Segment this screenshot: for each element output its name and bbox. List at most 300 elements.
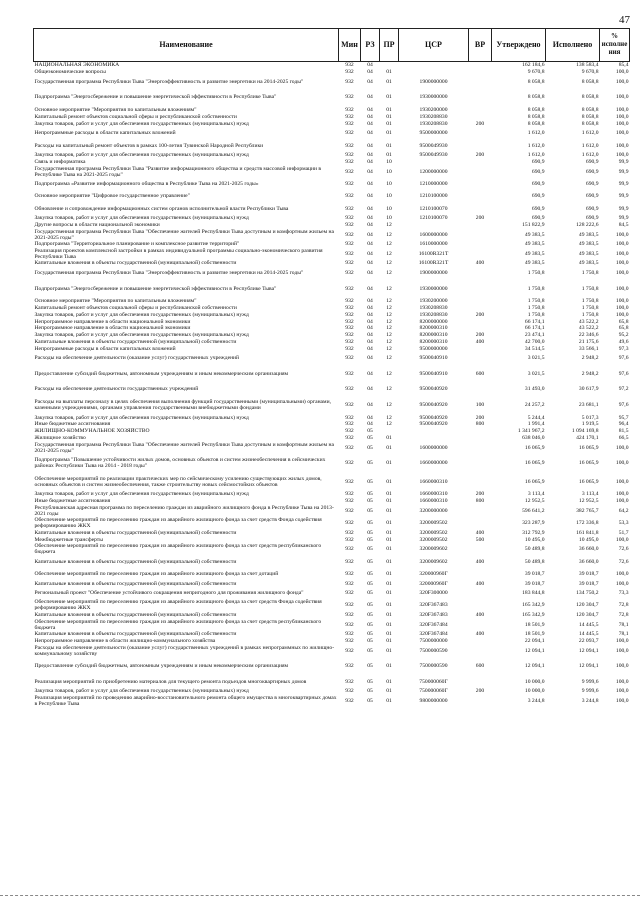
table-row (34, 555, 630, 567)
cell-approved: 1 750,8 (527, 285, 545, 292)
cell-approved: 3 244,8 (527, 697, 545, 704)
cell-csr: 1200000000 (419, 168, 448, 175)
cell-executed: 1 750,8 (581, 305, 599, 312)
cell-executed: 9 999,6 (581, 688, 599, 695)
cell-min: 932 (345, 638, 354, 645)
cell-vr (469, 383, 492, 395)
cell-csr: 1900000000 (419, 270, 448, 277)
cell-vr (469, 352, 492, 364)
cell-vr: 200 (475, 311, 485, 318)
cell-vr: 400 (475, 558, 485, 565)
cell-csr: 9500040920 (419, 386, 448, 393)
table-row (34, 383, 630, 395)
cell-executed: 8 058,8 (581, 106, 599, 113)
table-row (34, 599, 630, 611)
cell-csr: 1210100070 (419, 205, 448, 212)
cell-rz: 04 (367, 205, 373, 212)
cell-min: 932 (345, 612, 354, 619)
cell-csr: 1210100000 (419, 193, 448, 200)
cell-approved: 5 244,4 (527, 414, 545, 421)
cell-percent: 72,8 (618, 612, 629, 619)
cell-vr (469, 107, 492, 114)
cell-name: Подпрограмма "Повышение устойчивости жилых домов, основных объектов и систем жизнеобеспечения в сейсмических районах Республики Тыва на 2014 - 2018 годы" (34, 457, 326, 470)
cell-approved: 50 489,8 (524, 558, 545, 565)
cell-csr: 1900000000 (419, 78, 448, 85)
cell-executed: 49 383,5 (578, 250, 599, 257)
cell-min: 932 (345, 355, 354, 362)
cell-vr (469, 638, 492, 645)
table-row (34, 612, 630, 619)
header-min: Мин (339, 29, 361, 62)
cell-csr: 320F367484 (419, 621, 448, 628)
cell-executed: 120 304,7 (576, 602, 599, 609)
cell-csr: 3200009502 (419, 520, 448, 527)
cell-csr: 9500040910 (419, 355, 448, 362)
cell-csr: 9800000000 (419, 697, 448, 704)
table-row (34, 491, 630, 498)
cell-pr: 12 (386, 318, 392, 325)
cell-approved: 8 058,8 (527, 120, 545, 127)
table-row (34, 472, 630, 491)
cell-name: Предоставление субсидий бюджетным, автономным учреждениям и иным некоммерческим организациям (34, 663, 289, 670)
cell-vr (469, 435, 492, 442)
cell-pr: 01 (386, 558, 392, 565)
cell-percent: 100,0 (615, 444, 629, 451)
cell-pr: 12 (386, 339, 392, 346)
cell-percent: 97,6 (618, 355, 629, 362)
cell-vr (469, 267, 492, 279)
cell-name: Иные бюджетные ассигнования (34, 498, 111, 505)
cell-approved: 3 021,5 (527, 370, 545, 377)
cell-percent: 95,7 (618, 414, 629, 421)
cell-name: Закупка товаров, работ и услуг для обеспечения государственных (муниципальных) нужд (34, 491, 249, 498)
cell-csr: 1610000000 (419, 241, 448, 248)
cell-percent: 99,9 (618, 193, 629, 200)
cell-name: Капитальные вложения в объекты государственной (муниципальной) собственности (34, 612, 237, 619)
cell-rz: 04 (367, 130, 373, 137)
header-csr: ЦСР (399, 29, 469, 62)
cell-min: 932 (345, 285, 354, 292)
cell-name: Обеспечение мероприятий по переселению граждан из аварийного жилищного фонда за счет дотаций (34, 570, 279, 577)
cell-min: 932 (345, 120, 354, 127)
cell-executed: 49 383,5 (578, 260, 599, 267)
cell-executed: 16 065,9 (578, 460, 599, 467)
cell-rz: 05 (367, 590, 373, 597)
cell-vr: 400 (475, 260, 485, 267)
budget-table (33, 28, 630, 707)
cell-pr: 01 (386, 546, 392, 553)
cell-executed: 49 383,5 (578, 241, 599, 248)
cell-name: Закупка товаров, работ и услуг для обеспечения государственных (муниципальных) нужд (34, 311, 249, 318)
cell-csr: 1600000000 (419, 444, 448, 451)
cell-percent: 96,4 (618, 421, 629, 428)
cell-percent: 72,8 (618, 602, 629, 609)
cell-pr: 01 (386, 602, 392, 609)
cell-min: 932 (345, 546, 354, 553)
cell-min: 932 (345, 205, 354, 212)
cell-executed: 172 336,8 (576, 520, 599, 527)
cell-percent: 100,0 (615, 536, 629, 543)
cell-name: Иные бюджетные ассигнования (34, 421, 111, 428)
cell-percent: 100,0 (615, 270, 629, 277)
table-row (34, 311, 630, 318)
table-row (34, 396, 630, 415)
cell-rz: 04 (367, 250, 373, 257)
page-number: 47 (619, 14, 630, 26)
cell-percent: 100,0 (615, 113, 629, 120)
cell-executed: 33 566,1 (578, 345, 599, 352)
cell-pr: 01 (386, 94, 392, 101)
cell-vr (469, 543, 492, 555)
cell-min: 932 (345, 298, 354, 305)
cell-rz: 04 (367, 401, 373, 408)
cell-pr: 12 (386, 345, 392, 352)
cell-vr: 400 (475, 529, 485, 536)
cell-executed: 8 058,8 (581, 113, 599, 120)
cell-percent: 100,0 (615, 697, 629, 704)
cell-executed: 21 175,6 (578, 339, 599, 346)
cell-name: Подпрограмма "Территориальное планирование и комплексное развитие территорий" (34, 241, 240, 248)
cell-vr (469, 139, 492, 151)
cell-rz: 04 (367, 78, 373, 85)
table-row (34, 139, 630, 151)
cell-pr: 01 (386, 142, 392, 149)
cell-vr (469, 599, 492, 611)
cell-vr (469, 159, 492, 166)
cell-pr: 01 (386, 130, 392, 137)
cell-name: Непрограммное направление в области жилищно-коммунального хозяйства (34, 638, 216, 645)
table-row (34, 215, 630, 222)
cell-vr (469, 644, 492, 656)
cell-rz: 05 (367, 688, 373, 695)
cell-pr: 12 (386, 231, 392, 238)
cell-executed: 690,9 (585, 168, 599, 175)
cell-approved: 183 844,8 (522, 590, 545, 597)
cell-vr (469, 695, 492, 707)
cell-vr (469, 318, 492, 325)
cell-approved: 3 113,4 (527, 491, 545, 498)
table-row (34, 529, 630, 536)
cell-min: 932 (345, 222, 354, 229)
cell-approved: 312 792,9 (522, 529, 545, 536)
cell-executed: 690,9 (585, 215, 599, 222)
cell-vr (469, 428, 492, 435)
cell-min: 932 (345, 520, 354, 527)
cell-rz: 04 (367, 231, 373, 238)
cell-csr: 320F367483 (419, 602, 448, 609)
cell-name: Расходы на обеспечение деятельности (оказание услуг) государственных учреждений (34, 355, 240, 362)
cell-pr: 12 (386, 355, 392, 362)
cell-approved: 49 383,5 (524, 250, 545, 257)
table-row (34, 113, 630, 120)
cell-min: 932 (345, 62, 354, 69)
cell-pr: 01 (386, 78, 392, 85)
cell-csr: 320F367484 (419, 631, 448, 638)
cell-executed: 12 952,5 (578, 498, 599, 505)
cell-percent: 100,0 (615, 106, 629, 113)
header-pr: ПР (380, 29, 399, 62)
cell-csr: 9500040910 (419, 370, 448, 377)
table-row (34, 587, 630, 599)
cell-percent: 100,0 (615, 285, 629, 292)
cell-percent: 100,0 (615, 94, 629, 101)
cell-vr (469, 241, 492, 248)
cell-approved: 49 383,5 (524, 241, 545, 248)
cell-rz: 04 (367, 305, 373, 312)
cell-vr (469, 127, 492, 139)
cell-approved: 34 514,5 (524, 345, 545, 352)
cell-rz: 05 (367, 697, 373, 704)
cell-rz: 04 (367, 113, 373, 120)
cell-name: Капитальные вложения в объекты государственной (муниципальной) собственности (34, 339, 237, 346)
table-row (34, 241, 630, 248)
cell-pr: 01 (386, 444, 392, 451)
table-row (34, 203, 630, 215)
cell-approved: 10 495,0 (524, 536, 545, 543)
cell-min: 932 (345, 231, 354, 238)
table-row (34, 498, 630, 505)
cell-vr (469, 345, 492, 352)
cell-vr: 400 (475, 339, 485, 346)
cell-rz: 05 (367, 529, 373, 536)
cell-rz: 04 (367, 120, 373, 127)
cell-name: Расходы на обеспечение деятельности (оказание услуг) государственных учреждений в рамках непрограммных по жилищно-коммунальному хозяйству (34, 644, 335, 657)
cell-name: Связь и информатика (34, 158, 86, 165)
cell-min: 932 (345, 345, 354, 352)
cell-executed: 2 948,2 (581, 370, 599, 377)
cell-rz: 04 (367, 421, 373, 428)
cell-name: Закупка товаров, работ и услуг для обеспечения государственных (муниципальных) нужд (34, 332, 249, 339)
cell-csr: 320000960Г (419, 580, 448, 587)
table-row (34, 222, 630, 229)
cell-executed: 134 750,2 (576, 590, 599, 597)
cell-vr: 600 (475, 663, 485, 670)
cell-vr: 400 (475, 612, 485, 619)
cell-vr (469, 62, 492, 69)
cell-executed: 30 617,9 (578, 386, 599, 393)
cell-csr: 1210000000 (419, 180, 448, 187)
cell-percent: 97,6 (618, 401, 629, 408)
cell-executed: 1 750,8 (581, 311, 599, 318)
cell-name: Обеспечение мероприятий по переселению граждан из аварийного жилищного фонда за счет средств Фонда содействия реформированию ЖКХ (34, 599, 322, 612)
cell-csr: 1930208830 (419, 311, 448, 318)
cell-csr: 320000960Г (419, 570, 448, 577)
cell-percent: 100,0 (615, 305, 629, 312)
cell-rz: 04 (367, 355, 373, 362)
cell-pr: 10 (386, 193, 392, 200)
cell-approved: 1 750,8 (527, 298, 545, 305)
cell-pr: 10 (386, 158, 392, 165)
cell-pr: 01 (386, 152, 392, 159)
cell-rz: 04 (367, 106, 373, 113)
cell-rz: 04 (367, 386, 373, 393)
cell-rz: 04 (367, 318, 373, 325)
cell-pr: 01 (386, 529, 392, 536)
cell-csr: 1930000000 (419, 285, 448, 292)
cell-vr (469, 190, 492, 202)
cell-vr: 200 (475, 332, 485, 339)
cell-executed: 2 948,2 (581, 355, 599, 362)
cell-name: НАЦИОНАЛЬНАЯ ЭКОНОМИКА (34, 62, 120, 69)
cell-pr: 01 (386, 697, 392, 704)
cell-min: 932 (345, 507, 354, 514)
cell-percent: 99,9 (618, 205, 629, 212)
table-row (34, 127, 630, 139)
table-row (34, 229, 630, 241)
cell-pr: 01 (386, 570, 392, 577)
cell-csr: 3200009502 (419, 529, 448, 536)
cell-approved: 690,9 (531, 215, 545, 222)
cell-executed: 1 919,5 (581, 421, 599, 428)
cell-percent: 100,0 (615, 311, 629, 318)
cell-name: Обеспечение мероприятий по переселению граждан из аварийного жилищного фонда за счет средств республиканского бюджета (34, 618, 322, 631)
cell-rz: 04 (367, 168, 373, 175)
cell-pr: 12 (386, 370, 392, 377)
cell-pr: 01 (386, 460, 392, 467)
cell-percent: 100,0 (615, 120, 629, 127)
cell-rz: 04 (367, 270, 373, 277)
table-row (34, 248, 630, 260)
cell-rz: 05 (367, 647, 373, 654)
cell-approved: 1 612,0 (527, 152, 545, 159)
cell-percent: 100,0 (615, 298, 629, 305)
cell-approved: 151 822,9 (522, 222, 545, 229)
table-row (34, 159, 630, 166)
cell-executed: 14 445,5 (578, 621, 599, 628)
cell-rz: 04 (367, 142, 373, 149)
cell-pr (380, 428, 399, 435)
cell-name: Реализация проектов комплексной застройки в рамках индивидуальной программы социально-экономического развития Республики Тыва (34, 247, 323, 260)
cell-pr: 10 (386, 168, 392, 175)
cell-vr (469, 587, 492, 599)
cell-percent: 73,3 (618, 590, 629, 597)
cell-percent: 99,9 (618, 158, 629, 165)
cell-percent: 65,8 (618, 318, 629, 325)
cell-name: Реализация мероприятий по проведению аварийно-восстановительного ремонта общего имущества в многоквартирных домах в Республике Тыва (34, 694, 337, 707)
cell-pr: 01 (386, 520, 392, 527)
cell-executed: 690,9 (585, 193, 599, 200)
cell-min: 932 (345, 529, 354, 536)
cell-percent: 66,5 (618, 434, 629, 441)
cell-csr: 7500000590 (419, 663, 448, 670)
cell-csr: 9500040920 (419, 401, 448, 408)
cell-pr: 01 (386, 478, 392, 485)
cell-approved: 39 018,7 (524, 580, 545, 587)
cell-rz: 05 (367, 498, 373, 505)
cell-rz: 04 (367, 260, 373, 267)
cell-executed: 1 612,0 (581, 130, 599, 137)
cell-rz: 05 (367, 507, 373, 514)
cell-vr: 500 (475, 536, 485, 543)
cell-pr: 10 (386, 215, 392, 222)
cell-vr: 200 (475, 120, 485, 127)
cell-min: 932 (345, 130, 354, 137)
cell-rz: 05 (367, 621, 373, 628)
cell-csr: 1930208830 (419, 120, 448, 127)
cell-pr: 12 (386, 414, 392, 421)
cell-percent: 100,0 (615, 260, 629, 267)
table-row (34, 543, 630, 555)
cell-executed: 43 522,2 (578, 325, 599, 332)
cell-approved: 690,9 (531, 180, 545, 187)
cell-executed: 49 383,5 (578, 231, 599, 238)
cell-name: Основное мероприятие "Мероприятия по капитальным вложениям" (34, 298, 197, 305)
cell-rz: 04 (367, 152, 373, 159)
cell-name: Непрограммное направление в области национальной экономики (34, 325, 191, 332)
cell-name: Капитальный ремонт объектов социальной сферы и республиканской собственности (34, 305, 237, 312)
cell-min: 932 (345, 570, 354, 577)
cell-csr (399, 435, 469, 442)
cell-name: Государственная программа Республики Тыва "Обеспечение жителей Республики Тыва доступным и комфортным жильем на 2021-2025 годы" (34, 441, 335, 454)
cell-pr: 01 (386, 621, 392, 628)
cell-vr: 200 (475, 688, 485, 695)
table-row (34, 107, 630, 114)
cell-approved: 690,9 (531, 158, 545, 165)
cell-min: 932 (345, 491, 354, 498)
cell-vr: 200 (475, 215, 485, 222)
cell-percent: 84,5 (618, 222, 629, 229)
cell-vr (469, 441, 492, 453)
cell-executed: 12 094,1 (578, 647, 599, 654)
cell-rz: 05 (367, 520, 373, 527)
cell-name: Государственная программа Республики Тыва "Энергоэффективность и развитие энергетики на 2014-2025 годы" (34, 270, 304, 277)
cell-csr: 8200000000 (419, 318, 448, 325)
cell-executed: 128 222,6 (576, 222, 599, 229)
cell-min: 932 (345, 339, 354, 346)
table-row (34, 644, 630, 656)
cell-executed: 424 170,1 (576, 434, 599, 441)
cell-min: 932 (345, 590, 354, 597)
cell-executed: 22 346,6 (578, 332, 599, 339)
cell-pr: 12 (386, 332, 392, 339)
cell-min: 932 (345, 663, 354, 670)
cell-approved: 66 174,1 (524, 325, 545, 332)
cell-rz: 05 (367, 663, 373, 670)
cell-vr (469, 505, 492, 517)
cell-csr: 320F367483 (419, 612, 448, 619)
cell-pr: 01 (386, 580, 392, 587)
cell-csr: 3200009602 (419, 558, 448, 565)
cell-rz: 05 (367, 546, 373, 553)
cell-vr (469, 454, 492, 473)
table-row (34, 332, 630, 339)
cell-pr: 01 (386, 590, 392, 597)
cell-name: Обновление и сопровождение информационных систем органов исполнительной власти Республики Тыва (34, 205, 289, 212)
cell-min: 932 (345, 428, 354, 435)
table-row (34, 152, 630, 159)
cell-name: Закупка товаров, работ и услуг для обеспечения государственных (муниципальных) нужд (34, 215, 249, 222)
cell-rz: 04 (367, 311, 373, 318)
cell-name: Предоставление субсидий бюджетным, автономным учреждениям и иным некоммерческим организациям (34, 370, 289, 377)
cell-pr: 12 (386, 285, 392, 292)
table-row (34, 441, 630, 453)
cell-vr: 800 (475, 498, 485, 505)
cell-vr (469, 69, 492, 76)
cell-min: 932 (345, 460, 354, 467)
header-name: Наименование (34, 29, 339, 62)
cell-approved: 12 952,5 (524, 498, 545, 505)
table-row (34, 190, 630, 202)
cell-percent: 100,0 (615, 638, 629, 645)
cell-executed: 10 495,0 (578, 536, 599, 543)
table-row (34, 325, 630, 332)
cell-name: Межбюджетные трансферты (34, 536, 103, 543)
cell-csr: 3200000000 (419, 507, 448, 514)
cell-approved: 8 058,8 (527, 78, 545, 85)
table-row (34, 414, 630, 421)
cell-pr: 01 (386, 612, 392, 619)
cell-percent: 100,0 (615, 130, 629, 137)
